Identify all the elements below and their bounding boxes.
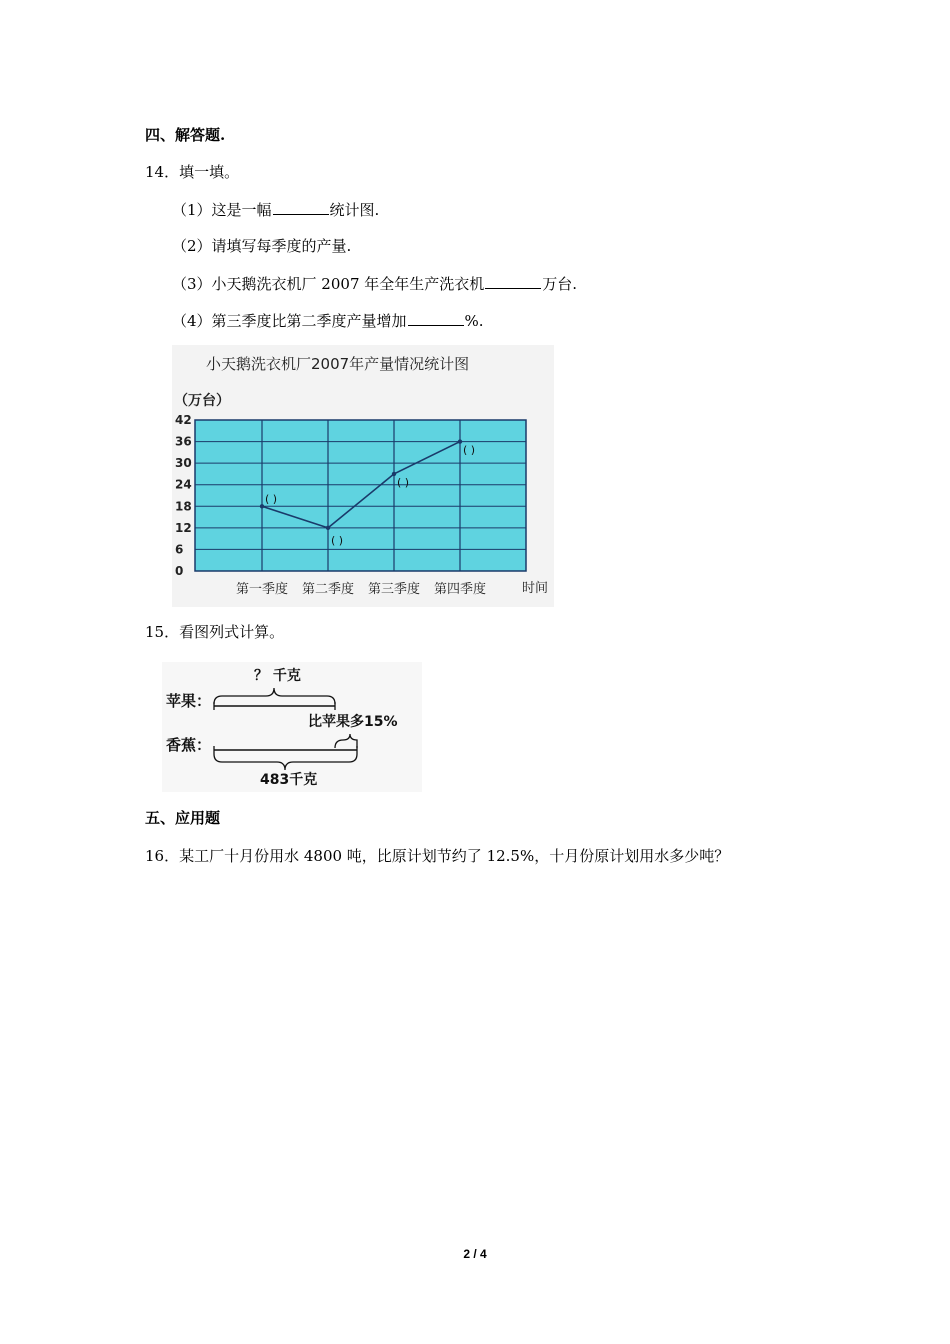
q14-part4-suffix: %.	[464, 312, 484, 330]
chart-y-tick-label-3: 18	[175, 499, 192, 514]
chart-svg	[172, 345, 554, 607]
chart-point-blank-label-1: ( )	[331, 533, 344, 547]
chart-x-tick-label-2: 第三季度	[367, 582, 421, 597]
section-five-title: 五、应用题	[145, 809, 221, 827]
question-16-text: 16．某工厂十月份用水 4800 吨，比原计划节约了 12.5%，十月份原计划用水多少吨？	[145, 847, 730, 865]
chart-plot-background	[195, 420, 526, 571]
chart-plot-area	[175, 413, 526, 597]
chart-y-tick-label-1: 6	[175, 542, 184, 557]
chart-x-tick-label-3: 第四季度	[433, 582, 487, 597]
q14-part4-blank[interactable]	[408, 310, 464, 326]
chart-y-tick-label-6: 36	[175, 434, 192, 449]
diagram-svg	[162, 662, 422, 792]
chart-point-blank-label-3: ( )	[463, 443, 476, 457]
chart-x-axis-label: 时间	[522, 581, 549, 596]
chart-data-point-2	[392, 472, 396, 476]
question-14-part-1	[172, 199, 379, 220]
chart-point-blank-label-2: ( )	[397, 475, 410, 489]
chart-x-tick-label-0: 第一季度	[235, 582, 289, 597]
chart-y-tick-label-0: 0	[175, 564, 184, 578]
chart-data-point-3	[458, 439, 462, 443]
question-14-part-4	[172, 310, 484, 331]
chart-x-tick-label-1: 第二季度	[301, 582, 355, 597]
chart-y-tick-label-4: 24	[175, 477, 192, 492]
question-14-stem: 14．填一填。	[145, 163, 240, 181]
q14-part3-blank[interactable]	[485, 273, 541, 289]
chart-data-point-0	[260, 504, 264, 508]
diagram-banana-label: 香蕉：	[166, 736, 212, 754]
q14-part3-text: （3）小天鹅洗衣机厂 2007 年全年生产洗衣机	[172, 275, 485, 293]
question-14-part-2: （2）请填写每季度的产量.	[172, 237, 352, 255]
chart-title: 小天鹅洗衣机厂2007年产量情况统计图	[206, 355, 470, 373]
q14-part3-suffix: 万台.	[542, 275, 578, 293]
question-15-stem: 15．看图列式计算。	[145, 623, 285, 641]
diagram-apple-label: 苹果：	[166, 692, 212, 710]
q14-part1-text: （1）这是一幅	[172, 201, 272, 219]
chart-y-tick-label-7: 42	[175, 413, 192, 427]
q14-part4-text: （4）第三季度比第二季度产量增加	[172, 312, 407, 330]
chart-y-axis-label: （万台）	[174, 393, 230, 409]
diagram-total-label: 483千克	[260, 772, 318, 788]
chart-point-blank-label-0: ( )	[265, 492, 278, 506]
chart-data-point-1	[326, 526, 330, 530]
chart-y-tick-label-5: 30	[175, 456, 192, 471]
question-14-part-3	[172, 273, 577, 294]
q14-part1-blank[interactable]	[273, 199, 329, 215]
apple-banana-diagram	[162, 662, 422, 792]
diagram-more-label: 比苹果多15%	[308, 714, 398, 730]
q14-part1-suffix: 统计图.	[329, 201, 380, 219]
page-number: 2 / 4	[463, 1247, 487, 1261]
production-line-chart	[172, 345, 554, 607]
section-four-title: 四、解答题.	[145, 126, 226, 144]
diagram-question-label: ？ 千克	[254, 668, 301, 684]
chart-y-tick-label-2: 12	[175, 520, 192, 535]
